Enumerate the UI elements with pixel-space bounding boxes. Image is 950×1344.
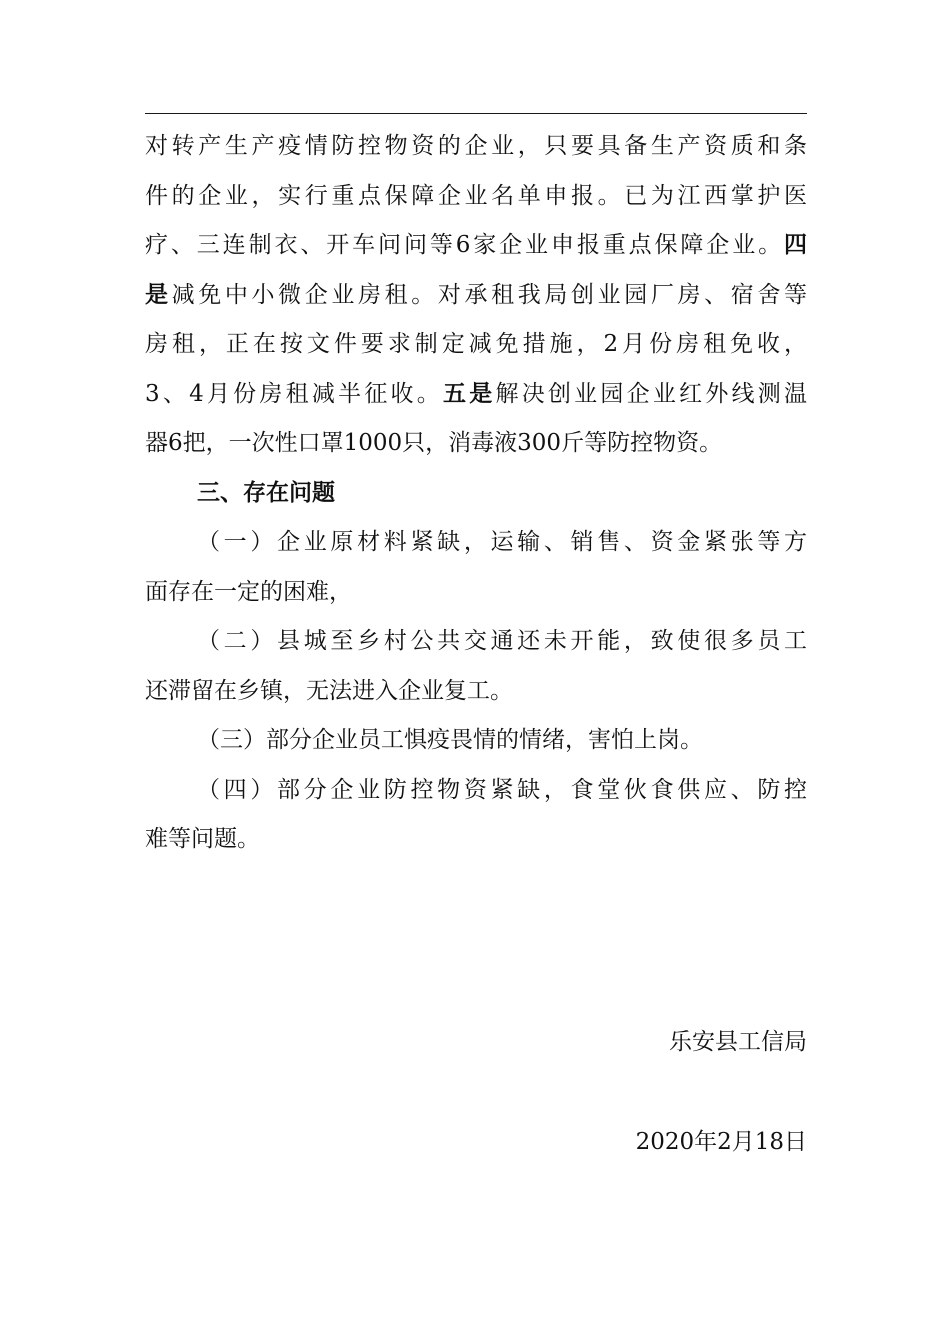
- paragraph-line: [145, 221, 807, 271]
- bold-marker: 五是: [443, 380, 496, 407]
- list-item: （二）县城至乡村公共交通还未开能，致使很多员工: [197, 628, 807, 654]
- section-heading: 三、存在问题: [197, 479, 335, 506]
- paragraph-line: [145, 370, 807, 420]
- paragraph-line: 器6把，一次性口罩1000只，消毒液300斤等防控物资。: [145, 430, 723, 456]
- list-item-continuation: 还滞留在乡镇，无法进入企业复工。: [145, 677, 513, 704]
- paragraph-text: 疗、三连制衣、开车问问等6家企业申报重点保障企业。: [145, 232, 784, 258]
- paragraph-text: 减免中小微企业房租。对承租我局创业园厂房、宿舍等: [171, 281, 807, 308]
- paragraph-line: [145, 271, 807, 321]
- list-item-continuation: 面存在一定的困难，: [145, 578, 352, 605]
- bold-marker: 四: [784, 232, 807, 258]
- paragraph-line: 房租，正在按文件要求制定减免措施，2月份房租免收，: [145, 331, 807, 357]
- paragraph-text: 3、4月份房租减半征收。: [145, 380, 444, 407]
- list-item-continuation: 难等问题。: [145, 826, 260, 852]
- paragraph-line: 件的企业，实行重点保障企业名单申报。已为江西掌护医: [145, 182, 807, 209]
- signature-date: 2020年2月18日: [635, 1129, 807, 1155]
- bold-marker: 是: [145, 281, 172, 308]
- paragraph-line: 对转产生产疫情防控物资的企业，只要具备生产资质和条: [145, 133, 807, 159]
- list-item: （三）部分企业员工惧疫畏情的情绪，害怕上岗。: [197, 727, 703, 753]
- signature-organization: 乐安县工信局: [669, 1029, 807, 1055]
- list-item: （一）企业原材料紧缺，运输、销售、资金紧张等方: [197, 529, 807, 555]
- list-item: （四）部分企业防控物资紧缺，食堂伙食供应、防控: [197, 776, 807, 803]
- document-body: [145, 122, 807, 865]
- header-rule: [145, 113, 807, 114]
- paragraph-text: 解决创业园企业红外线测温: [495, 380, 808, 407]
